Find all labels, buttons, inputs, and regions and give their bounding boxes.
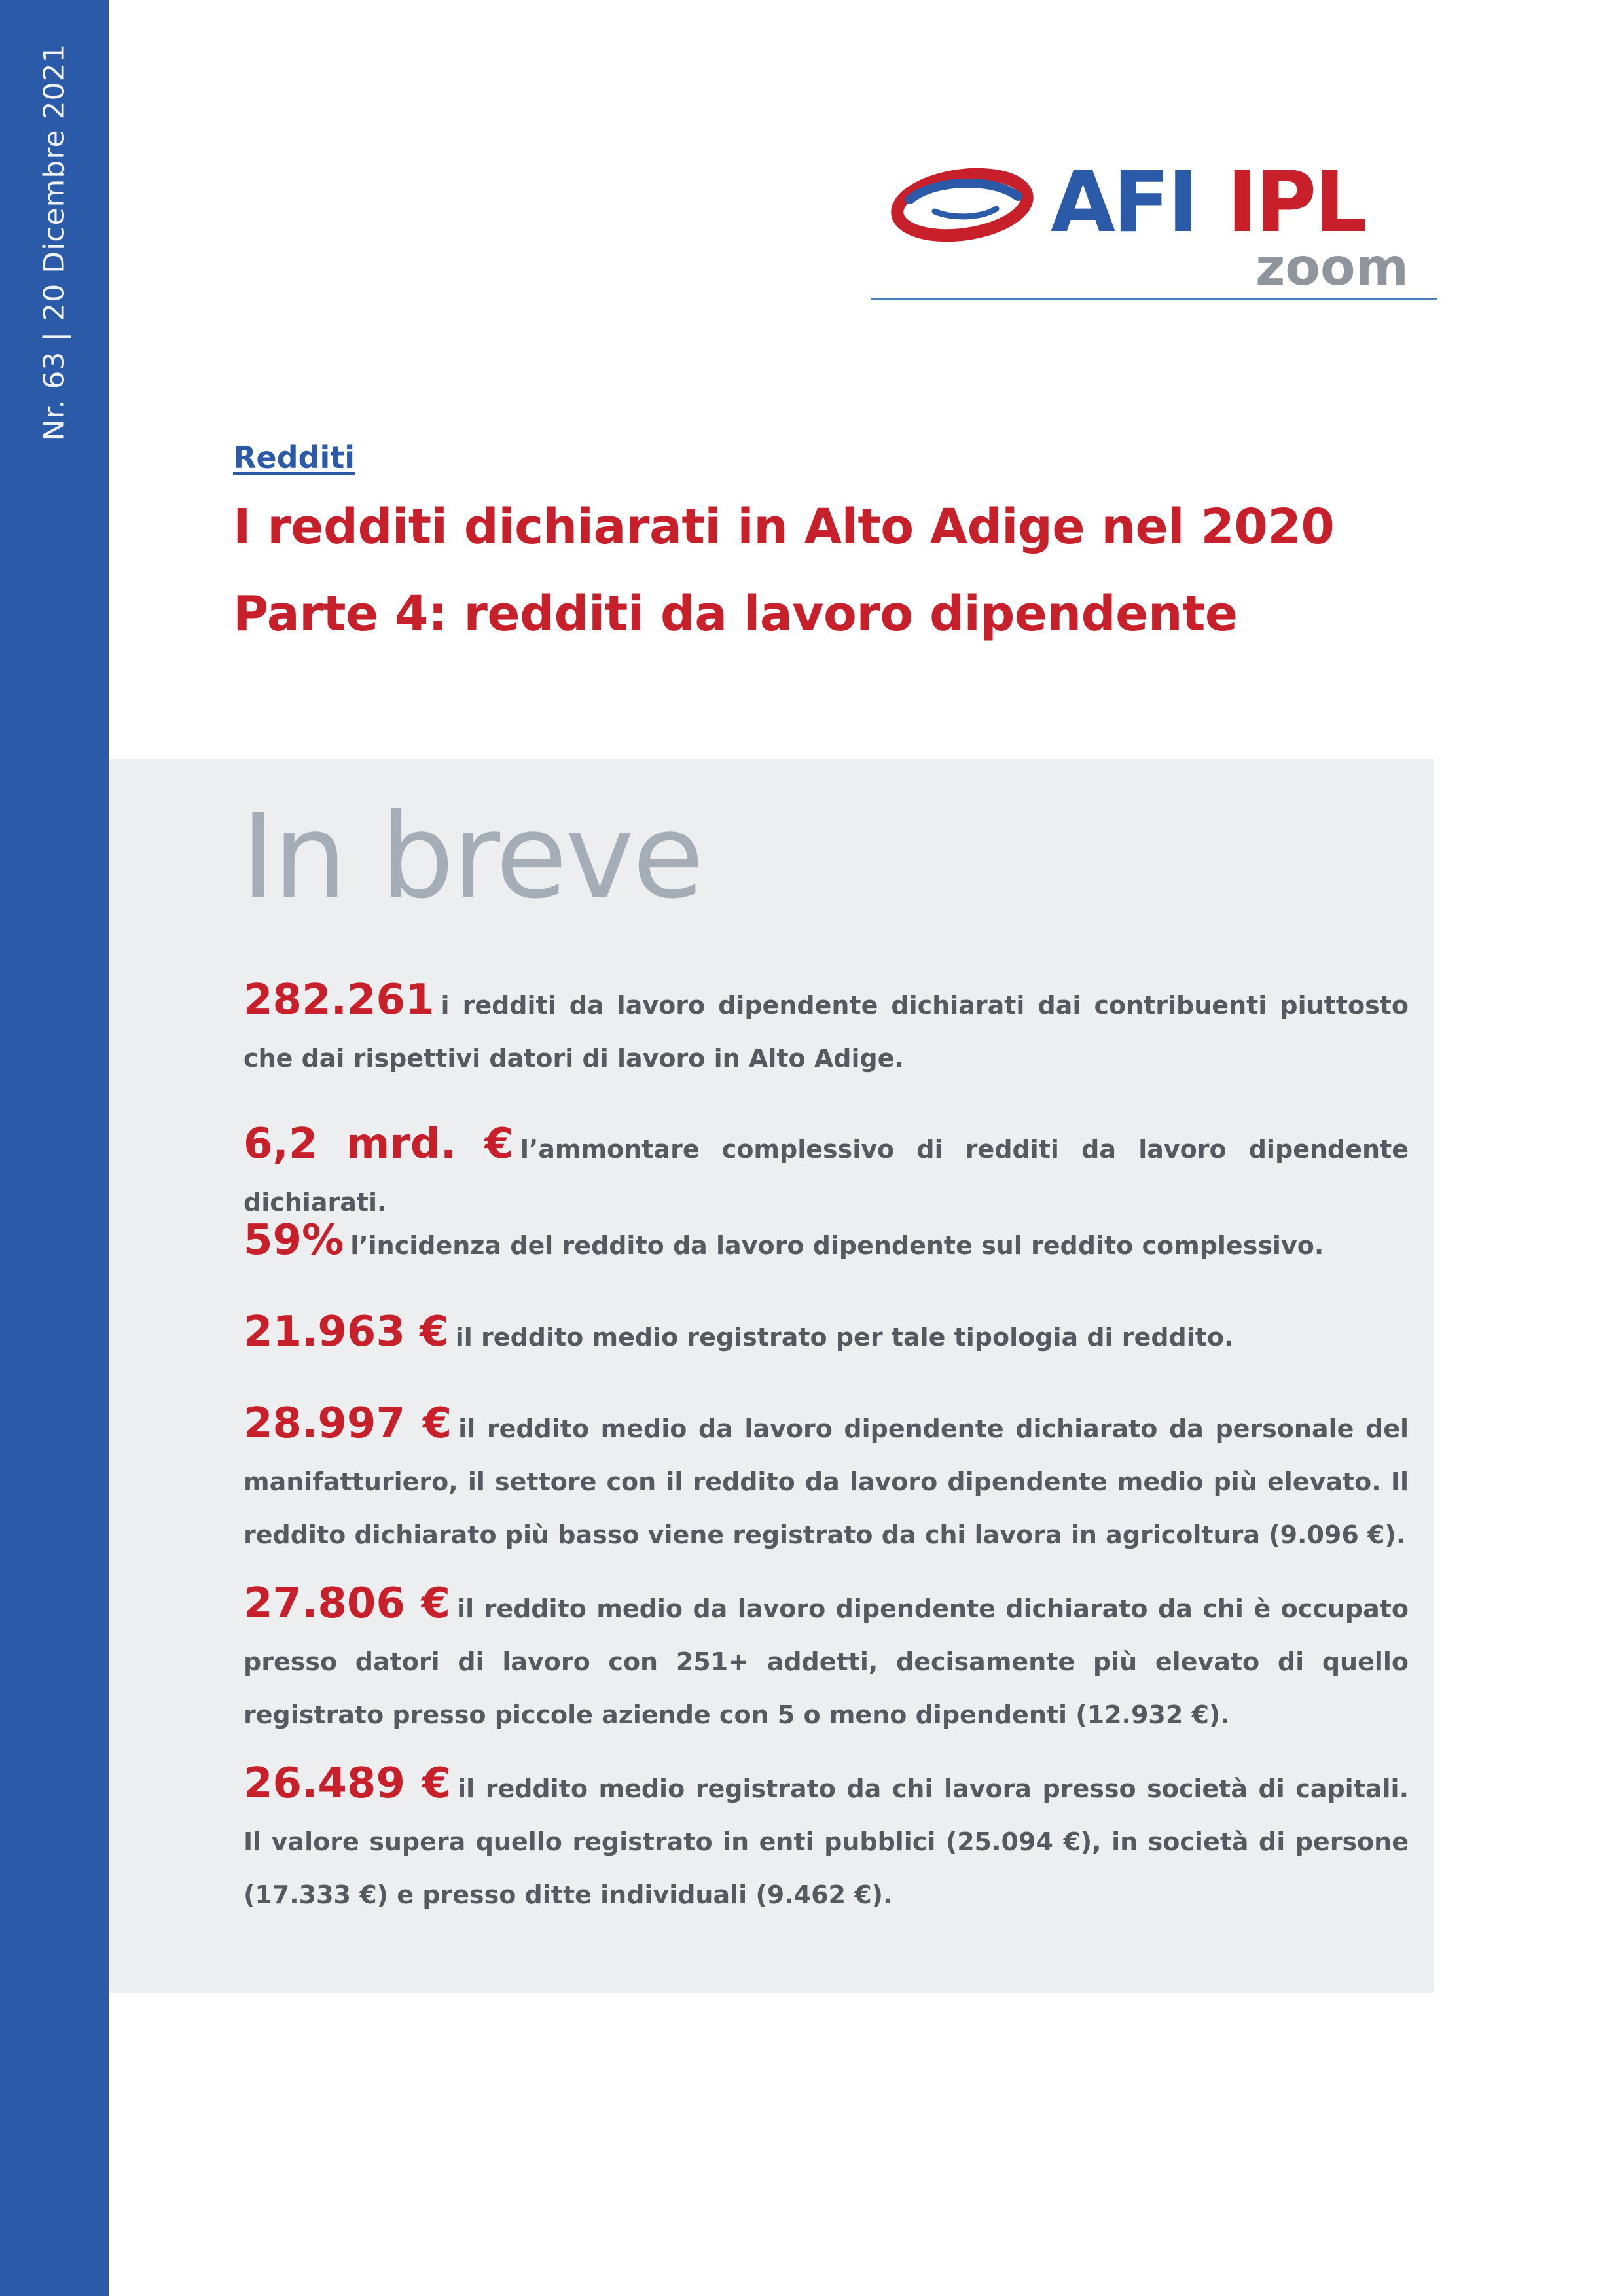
fact-value: 27.806 € [244,1579,451,1628]
fact-text: l’ammontare complessivo di redditi da lavoro dipendente dichiarati. [244,1135,1409,1217]
fact-value: 21.963 € [244,1308,449,1356]
fact-text: il reddito medio registrato da chi lavora presso società di capitali. Il valore supera quello registrato in enti pubblici (25.094 €), in società di persone (17.333 €) e presso ditte individuali (9.462 €). [244,1774,1409,1909]
issue-sidebar [0,0,109,2296]
fact-value: 26.489 € [244,1759,452,1808]
fact-value: 282.261 [244,976,435,1024]
summary-heading: In breve [241,789,702,924]
logo-zoom-text: zoom [1255,238,1409,295]
summary-box [109,759,1434,1993]
page-title-line-1: I redditi dichiarati in Alto Adige nel 2020 [233,499,1335,555]
fact-value: 6,2 mrd. € [244,1120,514,1168]
fact-value: 59% [244,1216,344,1265]
swoosh-icon [893,167,1032,243]
issue-label: Nr. 63 | 20 Dicembre 2021 [37,43,71,441]
summary-fact [244,1118,1409,1229]
logo-divider [871,298,1437,300]
logo-afi-text: AFI [1051,154,1197,251]
fact-text: il reddito medio da lavoro dipendente dichiarato da personale del manifatturiero, il settore con il reddito da lavoro dipendente medio più elevato. Il reddito dichiarato più basso viene registrato da chi lavora in agricoltura (9.096 €). [244,1414,1409,1549]
category-link[interactable]: Redditi [233,440,355,475]
summary-fact [244,974,1409,1085]
summary-fact [244,1214,1409,1272]
summary-fact [244,1577,1409,1742]
afi-ipl-zoom-logo [884,147,1434,295]
fact-text: l’incidenza del reddito da lavoro dipendente sul reddito complessivo. [350,1231,1324,1260]
fact-text: i redditi da lavoro dipendente dichiarati dai contribuenti piuttosto che dai rispettivi datori di lavoro in Alto Adige. [244,991,1409,1073]
fact-text: il reddito medio da lavoro dipendente dichiarato da chi è occupato presso datori di lavoro con 251+ addetti, decisamente più elevato di quello registrato presso piccole aziende con 5 o meno dipendenti (12.932 €). [244,1594,1409,1729]
summary-fact [244,1397,1409,1562]
summary-fact [244,1306,1409,1364]
summary-fact [244,1757,1409,1922]
page-title-line-2: Parte 4: redditi da lavoro dipendente [233,586,1238,642]
logo-ipl-text: IPL [1227,154,1365,251]
fact-value: 28.997 € [244,1399,452,1448]
fact-text: il reddito medio registrato per tale tipologia di reddito. [455,1323,1234,1352]
